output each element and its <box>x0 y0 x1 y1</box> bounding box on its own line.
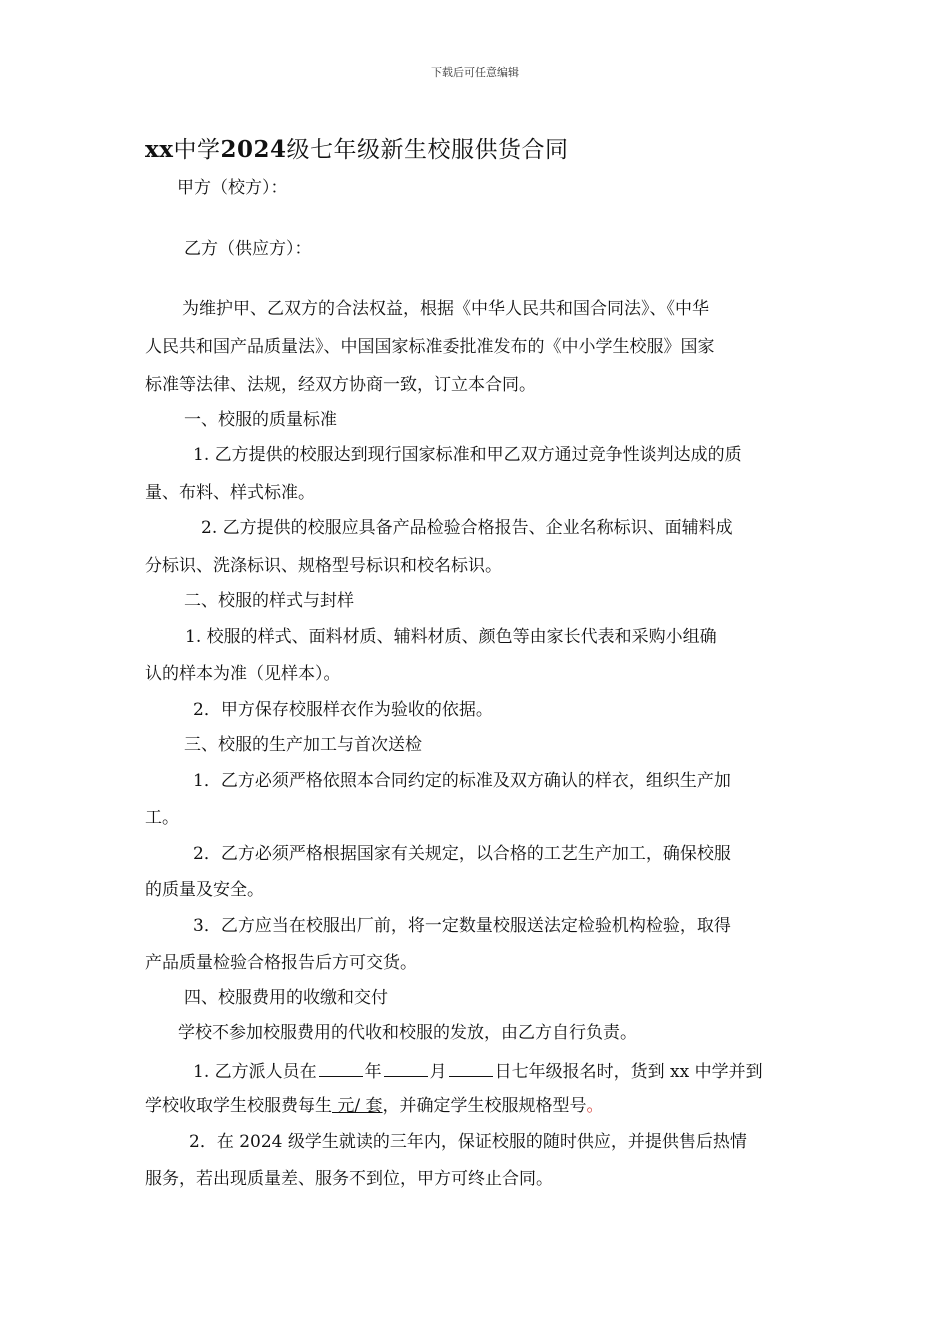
title-year: 2024 <box>220 136 287 163</box>
clause-line: 2．甲方保存校服样衣作为验收的依据。 <box>193 700 493 720</box>
clause-line: 学校不参加校服费用的代收和校服的发放，由乙方自行负责。 <box>178 1023 637 1043</box>
title-part2: 级七年级新生校服供货合同 <box>286 137 569 163</box>
party-a-label: 甲方（校方）： <box>177 178 288 198</box>
clause-line: 认的样本为准（见样本）。 <box>145 664 341 684</box>
year-label: 年 <box>364 1062 382 1082</box>
clause-line: 3．乙方应当在校服出厂前，将一定数量校服送法定检验机构检验，取得 <box>193 916 731 936</box>
month-label: 月 <box>429 1062 447 1082</box>
section-heading: 四、校服费用的收缴和交付 <box>184 988 388 1008</box>
section-heading: 二、校服的样式与封样 <box>184 591 354 611</box>
clause-text: ，并确定学生校服规格型号 <box>382 1096 587 1116</box>
year-blank <box>319 1062 363 1077</box>
clause-line: 工。 <box>145 808 179 828</box>
clause-end-mark: 。 <box>586 1096 604 1116</box>
clause-line-with-blanks <box>145 1098 604 1115</box>
preamble-line: 为维护甲、乙双方的合法权益，根据《中华人民共和国合同法》、《中华 <box>182 299 709 319</box>
title-part1: 中学 <box>173 137 221 163</box>
clause-line: 2. 乙方提供的校服应具备产品检验合格报告、企业名称标识、面辅料成 <box>201 518 733 538</box>
party-b-label: 乙方（供应方）： <box>184 239 312 259</box>
clause-text: 学校收取学生校服费每生 <box>145 1096 332 1116</box>
clause-line: 的质量及安全。 <box>145 880 264 900</box>
price-blank: 元/ 套 <box>332 1096 383 1116</box>
section-heading: 一、校服的质量标准 <box>184 410 337 430</box>
clause-line: 2．乙方必须严格根据国家有关规定，以合格的工艺生产加工，确保校服 <box>193 844 731 864</box>
month-blank <box>384 1062 428 1077</box>
clause-line: 量、布料、样式标准。 <box>145 483 315 503</box>
clause-line: 1. 校服的样式、面料材质、辅料材质、颜色等由家长代表和采购小组确 <box>185 627 717 647</box>
clause-line: 1．乙方必须严格依照本合同约定的标准及双方确认的样衣，组织生产加 <box>193 771 731 791</box>
clause-line: 1. 乙方提供的校服达到现行国家标准和甲乙双方通过竞争性谈判达成的质 <box>193 445 742 465</box>
clause-line: 分标识、洗涤标识、规格型号标识和校名标识。 <box>145 556 502 576</box>
clause-line: 服务，若出现质量差、服务不到位，甲方可终止合同。 <box>145 1169 553 1189</box>
clause-text: 1. 乙方派人员在 <box>193 1062 317 1082</box>
day-blank <box>449 1062 493 1077</box>
section-heading: 三、校服的生产加工与首次送检 <box>184 735 422 755</box>
preamble-line: 标准等法律、法规，经双方协商一致，订立本合同。 <box>145 375 536 395</box>
header-note: 下载后可任意编辑 <box>431 66 519 79</box>
title-prefix: xx <box>145 136 174 163</box>
preamble-line: 人民共和国产品质量法》、中国国家标准委批准发布的《中小学生校服》国家 <box>145 337 715 357</box>
clause-line: 产品质量检验合格报告后方可交货。 <box>145 953 417 973</box>
clause-line: 2．在 2024 级学生就读的三年内，保证校服的随时供应，并提供售后热情 <box>189 1132 747 1152</box>
clause-text: 日七年级报名时，货到 xx 中学并到 <box>494 1062 763 1082</box>
clause-line-with-blanks <box>193 1062 763 1081</box>
page-title <box>145 131 568 164</box>
